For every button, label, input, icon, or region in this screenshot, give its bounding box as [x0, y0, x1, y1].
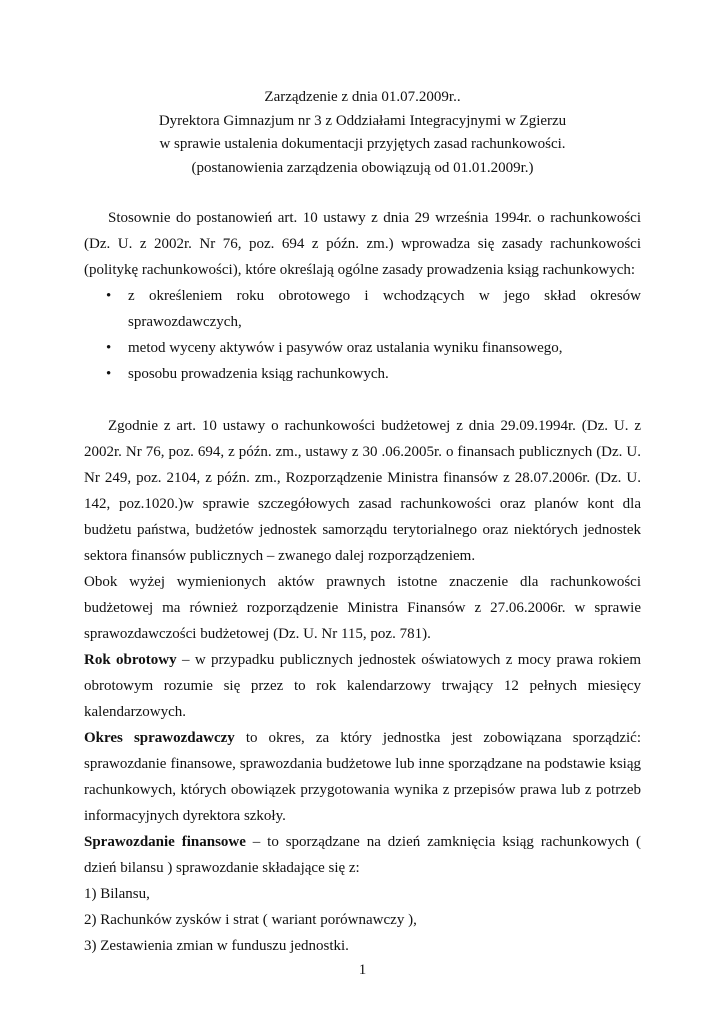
- document-body: [84, 205, 641, 959]
- definition-text: to okres, za który jednostka jest zobowiązana sporządzić: sprawozdanie finansowe, sprawozdania budżetowe lub inne sporządzane na podstawie ksiąg rachunkowych, których obowiązek przygotowania wynika z przepisów prawa lub z potrzeb informacyjnych dyrektora szkoły.: [84, 730, 641, 824]
- list-item: 2) Rachunków zysków i strat ( wariant porównawczy ),: [84, 912, 417, 928]
- definition-reporting-period: [84, 725, 641, 829]
- header-effective-date: (postanowienia zarządzenia obowiązują od 01.01.2009r.): [191, 159, 534, 176]
- numbered-list: [84, 881, 641, 959]
- list-item: 1) Bilansu,: [84, 886, 150, 902]
- definition-term: Sprawozdanie finansowe: [84, 834, 246, 850]
- legal-basis-paragraph: Zgodnie z art. 10 ustawy o rachunkowości budżetowej z dnia 29.09.1994r. (Dz. U. z 2002r. Nr 76, poz. 694, z późn. zm., ustawy z 30 .06.2005r. o finansach publicznych (Dz. U. Nr 249, poz. 2104, z późn. zm., Rozporządzenie Ministra finansów z 28.07.2006r. (Dz. U. 142, poz.1020.)w sprawie szczegółowych zasad rachunkowości oraz planów kont dla budżetu państwa, budżetów jednostek samorządu terytorialnego oraz niektórych jednostek sektora finansów publicznych – zwanego dalej rozporządzeniem.: [84, 418, 641, 564]
- budget-reporting-paragraph: Obok wyżej wymienionych aktów prawnych istotne znaczenie dla rachunkowości budżetowej ma również rozporządzenie Ministra Finansów z 27.06.2006r. w sprawie sprawozdawczości budżetowej (Dz. U. Nr 115, poz. 781).: [84, 574, 641, 642]
- list-item: 3) Zestawienia zmian w funduszu jednostki.: [84, 938, 349, 954]
- definition-term: Okres sprawozdawczy: [84, 730, 235, 746]
- definition-financial-statement: [84, 829, 641, 881]
- definition-text: – to sporządzane na dzień zamknięcia ksiąg rachunkowych ( dzień bilansu ) sprawozdanie składające się z:: [84, 834, 641, 876]
- definition-fiscal-year: [84, 647, 641, 725]
- definition-term: Rok obrotowy: [84, 652, 177, 668]
- list-item: • z określeniem roku obrotowego i wchodzących w jego skład okresów sprawozdawczych,: [84, 283, 641, 335]
- intro-paragraph: Stosownie do postanowień art. 10 ustawy z dnia 29 września 1994r. o rachunkowości (Dz. U. z 2002r. Nr 76, poz. 694 z późn. zm.) wprowadza się zasady rachunkowości (politykę rachunkowości), które określają ogólne zasady prowadzenia ksiąg rachunkowych:: [84, 210, 641, 278]
- header-title: Zarządzenie z dnia 01.07.2009r..: [264, 89, 461, 105]
- list-item: • metod wyceny aktywów i pasywów oraz ustalania wyniku finansowego,: [84, 335, 641, 361]
- document-header: [84, 86, 641, 180]
- list-item: • sposobu prowadzenia ksiąg rachunkowych.: [84, 361, 641, 387]
- header-subject: w sprawie ustalenia dokumentacji przyjętych zasad rachunkowości.: [159, 136, 566, 152]
- paragraph-spacer: [84, 387, 641, 413]
- definition-text: – w przypadku publicznych jednostek oświatowych z mocy prawa rokiem obrotowym rozumie się przez to rok kalendarzowy trwający 12 pełnych miesięcy kalendarzowych.: [84, 652, 641, 720]
- header-issuer: Dyrektora Gimnazjum nr 3 z Oddziałami Integracyjnymi w Zgierzu: [158, 112, 567, 129]
- bullet-list: [84, 283, 641, 387]
- page-number: 1: [358, 962, 367, 978]
